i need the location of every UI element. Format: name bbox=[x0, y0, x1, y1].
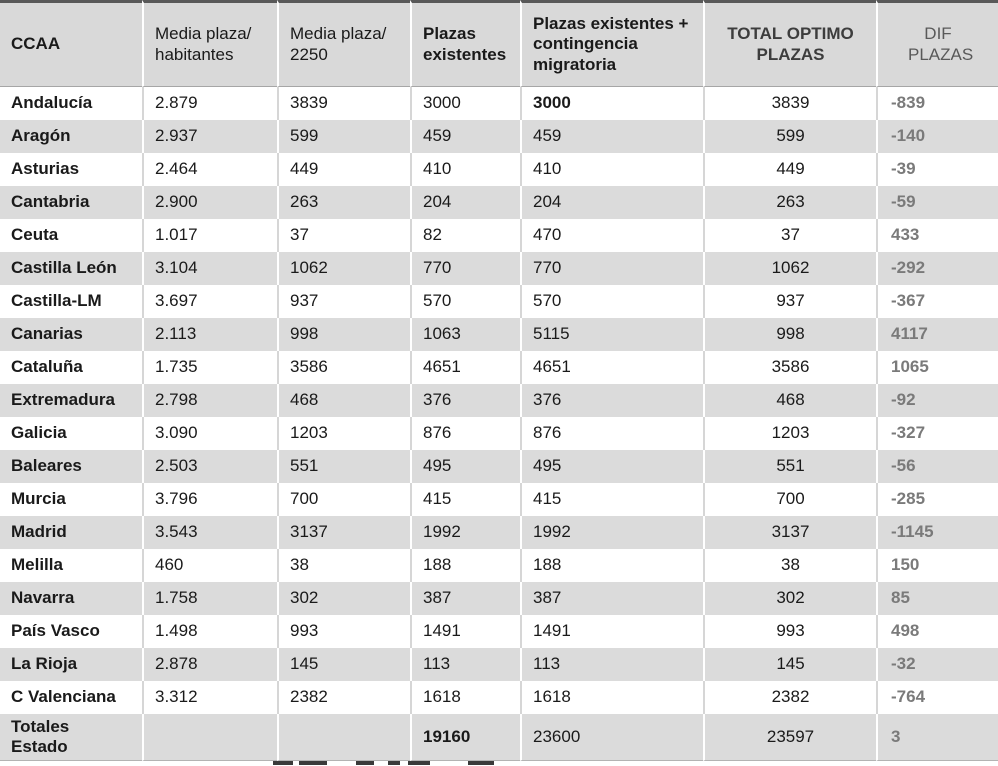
cell-media-plaza-habitantes: 3.312 bbox=[142, 681, 277, 714]
cell-totals-plazas-existentes: 19160 bbox=[410, 714, 520, 761]
col-header-dif-plazas: DIF PLAZAS bbox=[876, 0, 998, 87]
cell-dif-plazas: -32 bbox=[876, 648, 998, 681]
cell-total-optimo-plazas: 449 bbox=[703, 153, 876, 186]
table-row bbox=[0, 681, 998, 714]
cell-totals-media-plaza-2250 bbox=[277, 714, 410, 761]
cell-ccaa: Navarra bbox=[0, 582, 142, 615]
cell-dif-plazas: -56 bbox=[876, 450, 998, 483]
cell-total-optimo-plazas: 145 bbox=[703, 648, 876, 681]
cell-dif-plazas: 4117 bbox=[876, 318, 998, 351]
table-footer bbox=[0, 714, 998, 761]
cell-total-optimo-plazas: 38 bbox=[703, 549, 876, 582]
col-header-ccaa: CCAA bbox=[0, 0, 142, 87]
cell-ccaa: Aragón bbox=[0, 120, 142, 153]
cell-dif-plazas: -327 bbox=[876, 417, 998, 450]
cell-plazas-existentes-contingencia: 204 bbox=[520, 186, 703, 219]
cell-plazas-existentes: 376 bbox=[410, 384, 520, 417]
cell-dif-plazas: 433 bbox=[876, 219, 998, 252]
cell-ccaa: Baleares bbox=[0, 450, 142, 483]
cell-dif-plazas: -367 bbox=[876, 285, 998, 318]
table-row bbox=[0, 351, 998, 384]
cell-plazas-existentes: 3000 bbox=[410, 87, 520, 120]
cell-dif-plazas: 85 bbox=[876, 582, 998, 615]
cell-media-plaza-habitantes: 3.104 bbox=[142, 252, 277, 285]
table-header bbox=[0, 0, 998, 87]
cell-ccaa: Castilla-LM bbox=[11, 291, 102, 311]
cell-media-plaza-2250: 468 bbox=[277, 384, 410, 417]
cell-plazas-existentes-contingencia: 387 bbox=[520, 582, 703, 615]
cell-total-optimo-plazas: 700 bbox=[703, 483, 876, 516]
cell-media-plaza-habitantes: 1.498 bbox=[142, 615, 277, 648]
cell-plazas-existentes: 387 bbox=[410, 582, 520, 615]
cell-total-optimo-plazas: 1062 bbox=[703, 252, 876, 285]
cell-plazas-existentes: 415 bbox=[410, 483, 520, 516]
table-row bbox=[0, 450, 998, 483]
cell-ccaa: Castilla León bbox=[0, 252, 142, 285]
cell-plazas-existentes-contingencia: 188 bbox=[520, 549, 703, 582]
header-row bbox=[0, 0, 998, 87]
table-row bbox=[0, 582, 998, 615]
cell-total-optimo-plazas: 2382 bbox=[703, 681, 876, 714]
cell-media-plaza-habitantes: 2.798 bbox=[142, 384, 277, 417]
cell-media-plaza-2250: 1062 bbox=[277, 252, 410, 285]
cell-total-optimo-plazas: 3586 bbox=[703, 351, 876, 384]
cell-media-plaza-habitantes: 3.090 bbox=[142, 417, 277, 450]
cell-media-plaza-habitantes: 1.735 bbox=[142, 351, 277, 384]
cell-plazas-existentes-contingencia: 415 bbox=[520, 483, 703, 516]
cell-totals-media-plaza-habitantes bbox=[142, 714, 277, 761]
cell-media-plaza-habitantes: 1.017 bbox=[142, 219, 277, 252]
cell-plazas-existentes: 1063 bbox=[410, 318, 520, 351]
cell-totals-dif-plazas: 3 bbox=[876, 714, 998, 761]
cell-media-plaza-2250: 700 bbox=[277, 483, 410, 516]
table-row bbox=[0, 87, 998, 120]
cell-plazas-existentes-contingencia: 570 bbox=[520, 285, 703, 318]
table-row bbox=[0, 219, 998, 252]
table-row bbox=[0, 483, 998, 516]
cell-plazas-existentes-contingencia: 1618 bbox=[520, 681, 703, 714]
table-row bbox=[0, 384, 998, 417]
cell-plazas-existentes: 1618 bbox=[410, 681, 520, 714]
cell-dif-plazas: -1145 bbox=[876, 516, 998, 549]
col-header-total-optimo-plazas: TOTAL OPTIMO PLAZAS bbox=[703, 0, 876, 87]
cell-dif-plazas: -764 bbox=[876, 681, 998, 714]
col-header-plazas-existentes: Plazas existentes bbox=[410, 0, 520, 87]
table-row bbox=[0, 549, 998, 582]
cell-media-plaza-2250: 263 bbox=[277, 186, 410, 219]
table-body bbox=[0, 87, 998, 714]
cell-plazas-existentes: 459 bbox=[410, 120, 520, 153]
cell-total-optimo-plazas: 551 bbox=[703, 450, 876, 483]
cell-totals-label: Totales Estado bbox=[0, 714, 142, 761]
cell-media-plaza-habitantes: 2.937 bbox=[142, 120, 277, 153]
cell-dif-plazas: -39 bbox=[876, 153, 998, 186]
cell-total-optimo-plazas: 3839 bbox=[703, 87, 876, 120]
cell-media-plaza-habitantes: 460 bbox=[142, 549, 277, 582]
cell-dif-plazas: -140 bbox=[876, 120, 998, 153]
table-row bbox=[0, 516, 998, 549]
cell-ccaa: La Rioja bbox=[0, 648, 142, 681]
cell-ccaa: Murcia bbox=[11, 489, 66, 509]
table-row bbox=[0, 120, 998, 153]
cell-media-plaza-2250: 998 bbox=[277, 318, 410, 351]
cell-plazas-existentes: 4651 bbox=[410, 351, 520, 384]
table-row bbox=[0, 648, 998, 681]
col-header-media-plaza-habitantes: Media plaza/ habitantes bbox=[142, 0, 277, 87]
cell-plazas-existentes-contingencia: 495 bbox=[520, 450, 703, 483]
cell-media-plaza-habitantes: 2.878 bbox=[142, 648, 277, 681]
cell-ccaa: Ceuta bbox=[11, 225, 59, 245]
cell-media-plaza-2250: 1203 bbox=[277, 417, 410, 450]
cell-plazas-existentes-contingencia: 470 bbox=[520, 219, 703, 252]
cell-media-plaza-2250: 993 bbox=[277, 615, 410, 648]
cell-total-optimo-plazas: 263 bbox=[703, 186, 876, 219]
cell-ccaa: Madrid bbox=[0, 516, 142, 549]
cell-total-optimo-plazas: 937 bbox=[703, 285, 876, 318]
cell-dif-plazas: -285 bbox=[876, 483, 998, 516]
cell-plazas-existentes-contingencia: 410 bbox=[520, 153, 703, 186]
cell-plazas-existentes-contingencia: 459 bbox=[520, 120, 703, 153]
cell-media-plaza-habitantes: 2.113 bbox=[142, 318, 277, 351]
cell-ccaa: Extremadura bbox=[0, 384, 142, 417]
cell-total-optimo-plazas: 1203 bbox=[703, 417, 876, 450]
cell-media-plaza-habitantes: 1.758 bbox=[142, 582, 277, 615]
cell-media-plaza-2250: 2382 bbox=[277, 681, 410, 714]
cell-plazas-existentes: 410 bbox=[410, 153, 520, 186]
cell-media-plaza-2250: 937 bbox=[277, 285, 410, 318]
cell-totals-total-optimo-plazas: 23597 bbox=[703, 714, 876, 761]
cell-ccaa: Cataluña bbox=[11, 357, 83, 377]
cell-plazas-existentes: 570 bbox=[410, 285, 520, 318]
cell-plazas-existentes-contingencia: 1491 bbox=[520, 615, 703, 648]
cell-plazas-existentes: 113 bbox=[410, 648, 520, 681]
cell-plazas-existentes: 770 bbox=[410, 252, 520, 285]
cell-ccaa: C Valenciana bbox=[11, 687, 116, 707]
cell-plazas-existentes-contingencia: 3000 bbox=[520, 87, 703, 120]
cell-media-plaza-2250: 551 bbox=[277, 450, 410, 483]
cell-plazas-existentes-contingencia: 376 bbox=[520, 384, 703, 417]
cell-dif-plazas: -292 bbox=[876, 252, 998, 285]
cell-dif-plazas: -92 bbox=[876, 384, 998, 417]
cell-media-plaza-2250: 449 bbox=[277, 153, 410, 186]
clipped-text-artifact bbox=[0, 761, 998, 766]
cell-plazas-existentes-contingencia: 4651 bbox=[520, 351, 703, 384]
cell-plazas-existentes: 82 bbox=[410, 219, 520, 252]
table-row bbox=[0, 252, 998, 285]
cell-media-plaza-2250: 3839 bbox=[277, 87, 410, 120]
cell-media-plaza-2250: 37 bbox=[277, 219, 410, 252]
cell-dif-plazas: 1065 bbox=[876, 351, 998, 384]
cell-plazas-existentes: 876 bbox=[410, 417, 520, 450]
table-row bbox=[0, 153, 998, 186]
cell-total-optimo-plazas: 37 bbox=[703, 219, 876, 252]
cell-media-plaza-2250: 3586 bbox=[277, 351, 410, 384]
cell-media-plaza-habitantes: 3.796 bbox=[142, 483, 277, 516]
cell-ccaa: Galicia bbox=[11, 423, 67, 443]
cell-plazas-existentes: 204 bbox=[410, 186, 520, 219]
cell-plazas-existentes: 495 bbox=[410, 450, 520, 483]
cell-ccaa: País Vasco bbox=[11, 621, 100, 641]
cell-plazas-existentes: 1992 bbox=[410, 516, 520, 549]
cell-total-optimo-plazas: 302 bbox=[703, 582, 876, 615]
cell-media-plaza-2250: 38 bbox=[277, 549, 410, 582]
cell-dif-plazas: -59 bbox=[876, 186, 998, 219]
table-row bbox=[0, 318, 998, 351]
col-header-plazas-existentes-contingencia: Plazas existentes + contingencia migratoria bbox=[520, 0, 703, 87]
cell-ccaa: Cantabria bbox=[0, 186, 142, 219]
totals-row bbox=[0, 714, 998, 761]
cell-media-plaza-2250: 3137 bbox=[277, 516, 410, 549]
cell-ccaa: Andalucía bbox=[11, 93, 93, 113]
cell-media-plaza-habitantes: 2.879 bbox=[142, 87, 277, 120]
cell-total-optimo-plazas: 599 bbox=[703, 120, 876, 153]
cell-media-plaza-habitantes: 2.503 bbox=[142, 450, 277, 483]
cell-dif-plazas: 150 bbox=[876, 549, 998, 582]
cell-plazas-existentes-contingencia: 113 bbox=[520, 648, 703, 681]
cell-ccaa: Asturias bbox=[11, 159, 80, 179]
cell-plazas-existentes: 1491 bbox=[410, 615, 520, 648]
cell-dif-plazas: 498 bbox=[876, 615, 998, 648]
cell-plazas-existentes: 188 bbox=[410, 549, 520, 582]
table-row bbox=[0, 285, 998, 318]
cell-plazas-existentes-contingencia: 770 bbox=[520, 252, 703, 285]
cell-ccaa: Canarias bbox=[0, 318, 142, 351]
cell-plazas-existentes-contingencia: 1992 bbox=[520, 516, 703, 549]
cell-dif-plazas: -839 bbox=[876, 87, 998, 120]
cell-total-optimo-plazas: 993 bbox=[703, 615, 876, 648]
cell-media-plaza-habitantes: 2.464 bbox=[142, 153, 277, 186]
cell-total-optimo-plazas: 3137 bbox=[703, 516, 876, 549]
cell-total-optimo-plazas: 998 bbox=[703, 318, 876, 351]
cell-totals-plazas-existentes-contingencia: 23600 bbox=[520, 714, 703, 761]
cell-media-plaza-habitantes: 3.697 bbox=[142, 285, 277, 318]
cell-media-plaza-2250: 302 bbox=[277, 582, 410, 615]
cell-media-plaza-habitantes: 3.543 bbox=[142, 516, 277, 549]
cell-media-plaza-2250: 599 bbox=[277, 120, 410, 153]
cell-ccaa: Melilla bbox=[11, 555, 63, 575]
cell-plazas-existentes-contingencia: 876 bbox=[520, 417, 703, 450]
table-row bbox=[0, 417, 998, 450]
cell-plazas-existentes-contingencia: 5115 bbox=[520, 318, 703, 351]
cell-media-plaza-2250: 145 bbox=[277, 648, 410, 681]
table-row bbox=[0, 615, 998, 648]
cell-total-optimo-plazas: 468 bbox=[703, 384, 876, 417]
cell-media-plaza-habitantes: 2.900 bbox=[142, 186, 277, 219]
table-row bbox=[0, 186, 998, 219]
col-header-media-plaza-2250: Media plaza/ 2250 bbox=[277, 0, 410, 87]
